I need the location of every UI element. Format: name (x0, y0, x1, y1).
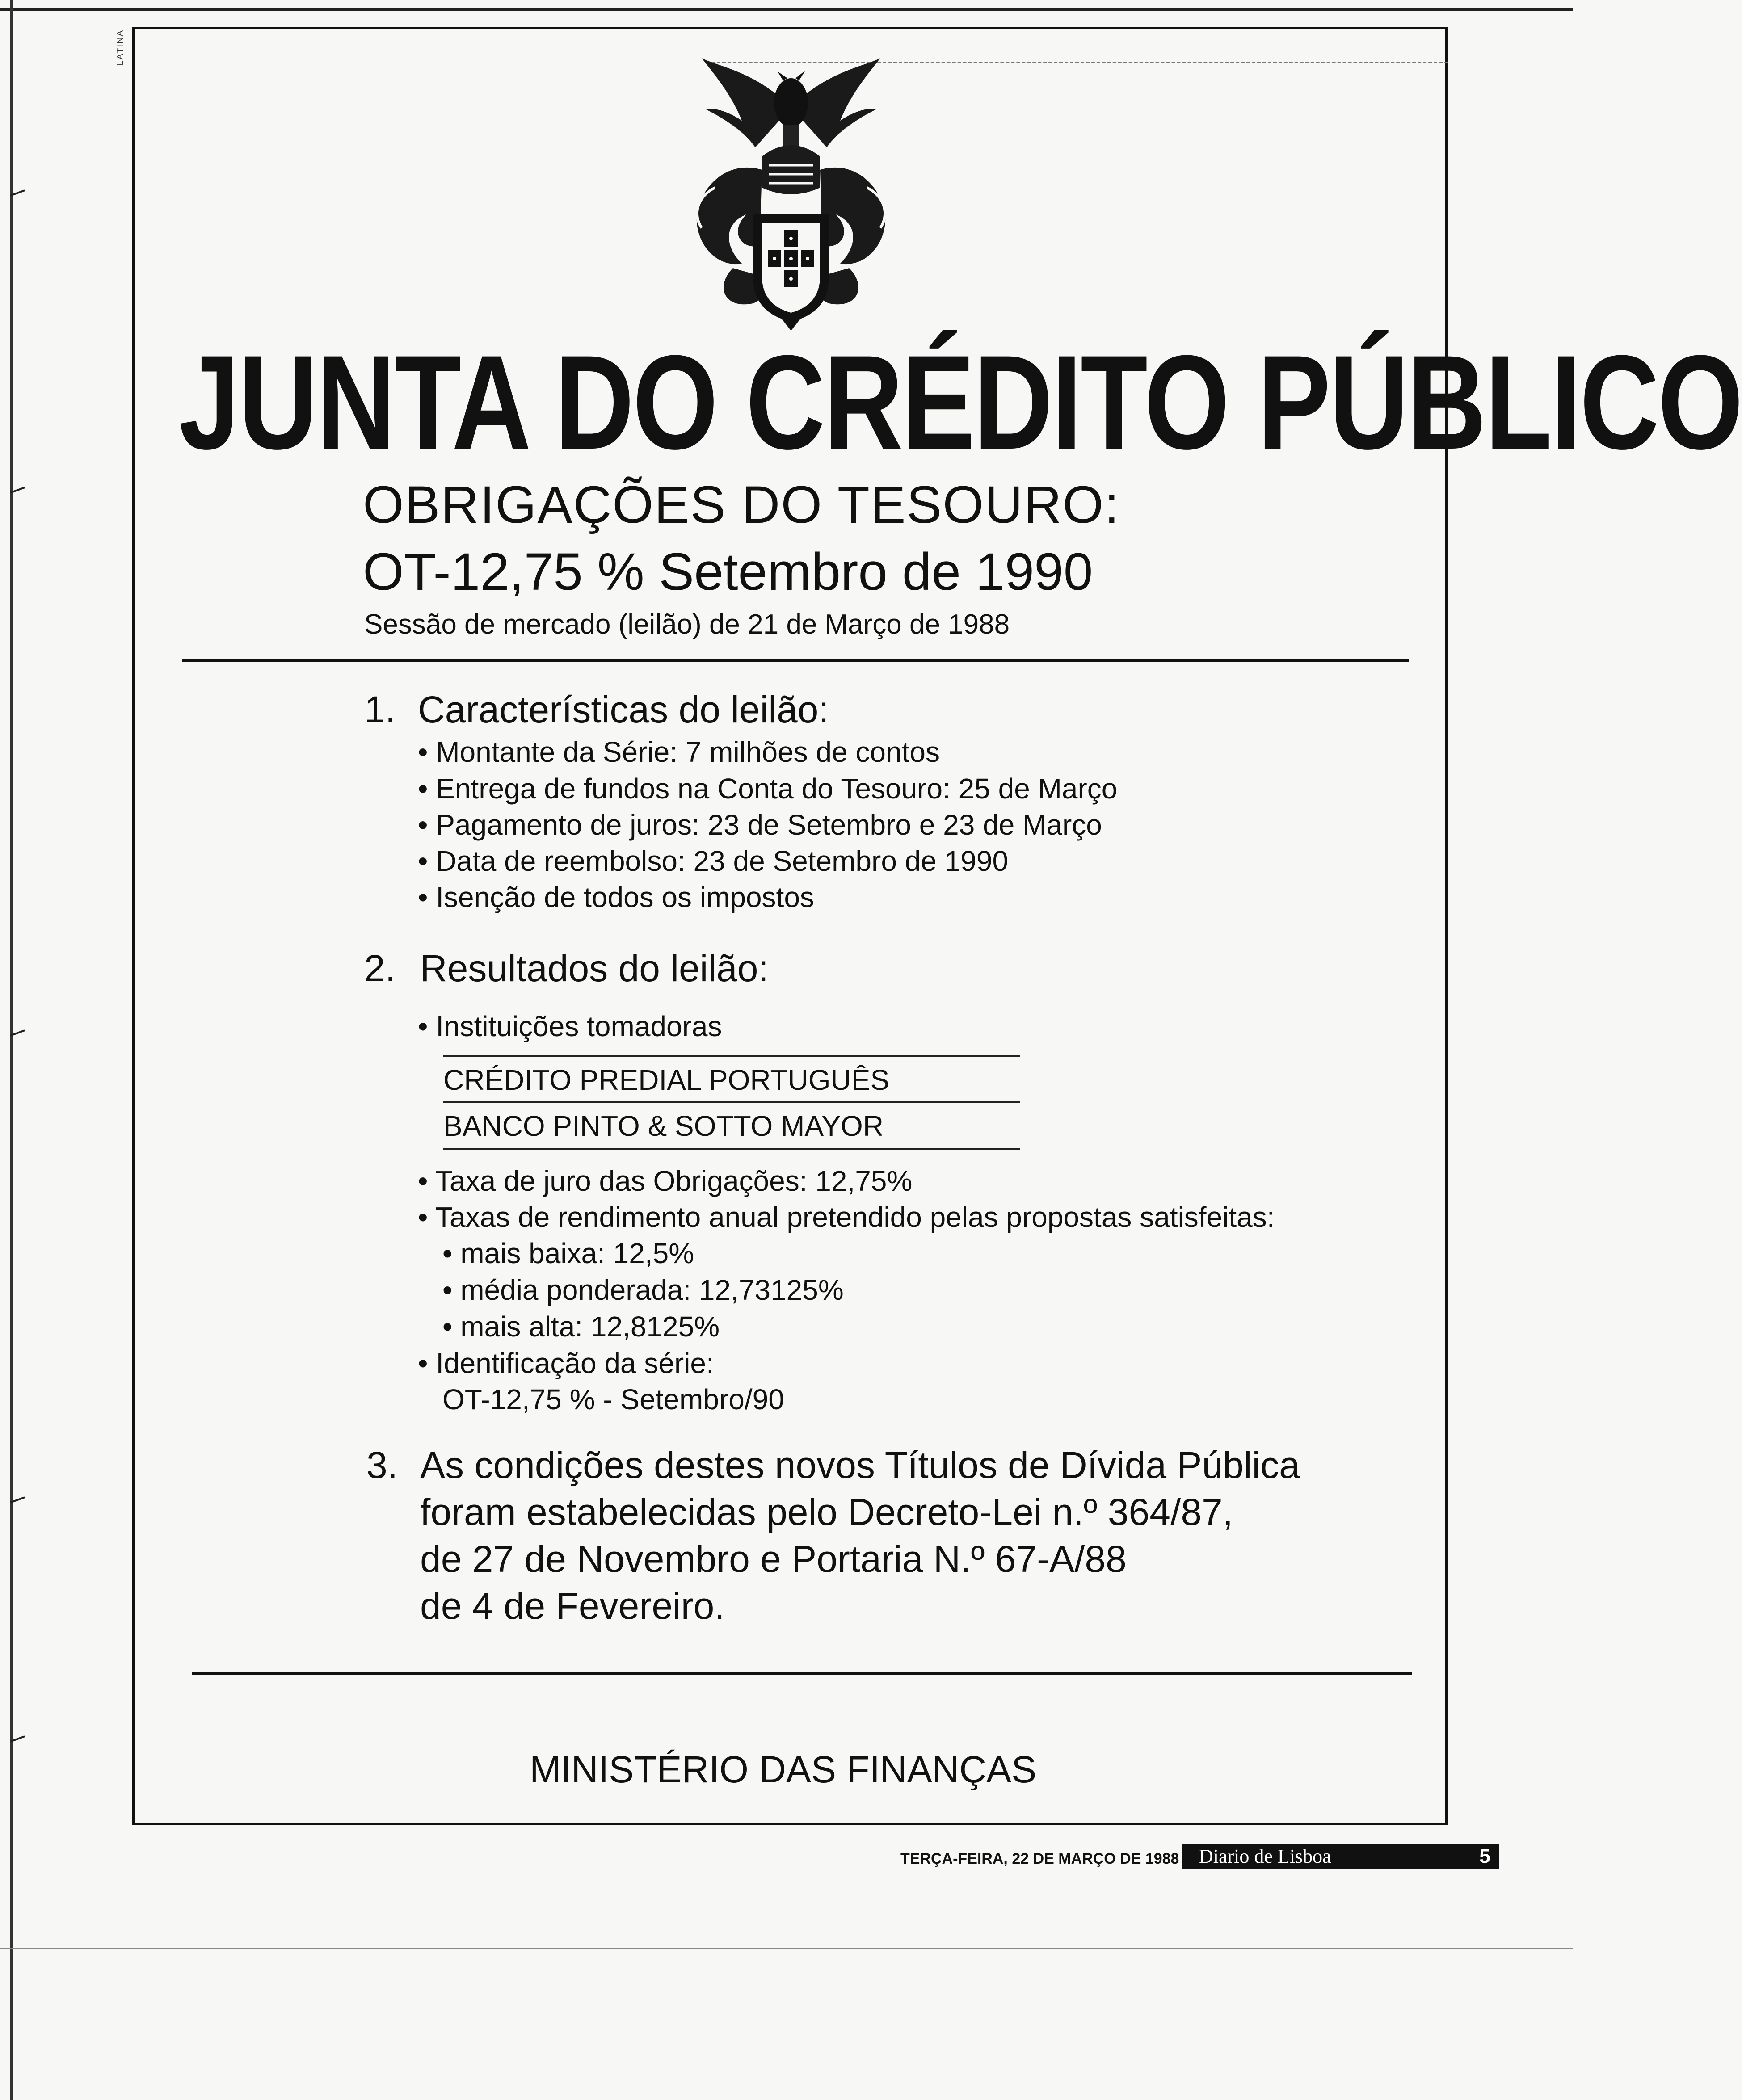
list-item: • Identificação da série: (418, 1347, 714, 1379)
paragraph-line: de 4 de Fevereiro. (420, 1585, 725, 1627)
section-number: 2. (364, 947, 396, 989)
section-heading: Características do leilão: (418, 689, 829, 731)
list-item: • Instituições tomadoras (418, 1010, 722, 1042)
paragraph-line: de 27 de Novembro e Portaria N.º 67-A/88 (420, 1538, 1127, 1580)
paragraph-line: As condições destes novos Títulos de Dívida Pública (420, 1444, 1300, 1486)
table-rule (443, 1055, 1020, 1057)
subtitle-bonds: OBRIGAÇÕES DO TESOURO: (363, 475, 1120, 534)
scan-border-left (10, 0, 13, 2100)
session-date: Sessão de mercado (leilão) de 21 de Março de 1988 (364, 609, 1010, 640)
scan-border-top (0, 8, 1573, 11)
divider-rule (192, 1672, 1412, 1675)
page-number: 5 (1479, 1845, 1490, 1867)
list-item: • Isenção de todos os impostos (418, 881, 814, 913)
list-item: • Entrega de fundos na Conta do Tesouro: 25 de Março (418, 773, 1118, 805)
ministry-name: MINISTÉRIO DAS FINANÇAS (530, 1748, 1037, 1790)
list-item: • mais alta: 12,8125% (442, 1310, 720, 1343)
list-item: • média ponderada: 12,73125% (442, 1274, 844, 1306)
list-item: • Taxa de juro das Obrigações: 12,75% (418, 1165, 913, 1197)
section-number: 3. (366, 1444, 398, 1486)
issue-date: TERÇA-FEIRA, 22 DE MARÇO DE 1988 (900, 1850, 1179, 1867)
page-title: JUNTA DO CRÉDITO PÚBLICO (179, 327, 1742, 477)
paragraph-line: foram estabelecidas pelo Decreto-Lei n.º 364/87, (420, 1491, 1233, 1533)
scan-border-bottom (0, 1948, 1573, 1949)
institution-name: CRÉDITO PREDIAL PORTUGUÊS (443, 1064, 890, 1096)
newspaper-masthead: Diario de Lisboa (1182, 1844, 1499, 1869)
list-item: • Taxas de rendimento anual pretendido pelas propostas satisfeitas: (418, 1201, 1275, 1233)
institution-name: BANCO PINTO & SOTTO MAYOR (443, 1110, 884, 1142)
coat-of-arms-emblem (666, 54, 916, 331)
divider-rule (182, 659, 1409, 662)
table-rule (443, 1148, 1020, 1150)
section-heading: Resultados do leilão: (420, 947, 769, 989)
section-number: 1. (364, 689, 396, 731)
list-item: • Pagamento de juros: 23 de Setembro e 23 de Março (418, 809, 1102, 841)
side-label: LATINA (115, 29, 125, 66)
list-item: • mais baixa: 12,5% (442, 1237, 694, 1269)
table-rule (443, 1101, 1020, 1103)
list-item: • Montante da Série: 7 milhões de contos (418, 736, 940, 768)
subtitle-series: OT-12,75 % Setembro de 1990 (363, 542, 1093, 601)
list-item: • Data de reembolso: 23 de Setembro de 1990 (418, 845, 1009, 877)
series-identifier: OT-12,75 % - Setembro/90 (442, 1383, 784, 1415)
